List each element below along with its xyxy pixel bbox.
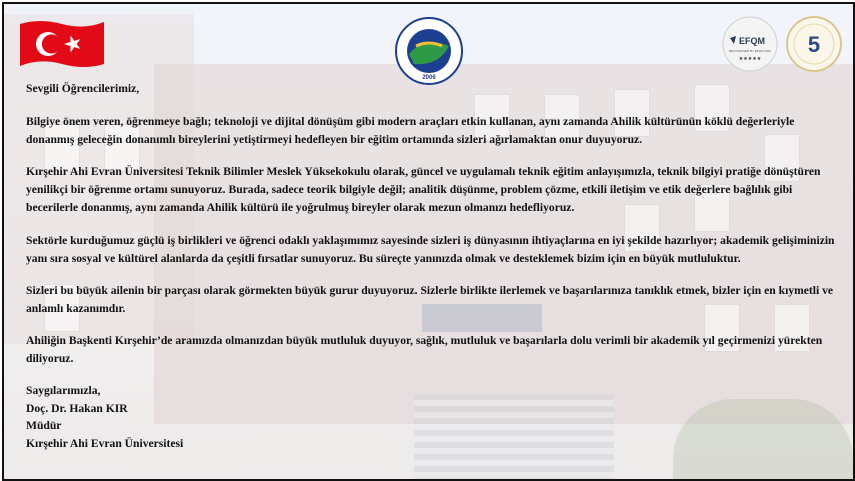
signature-block [26, 382, 183, 452]
letter-frame [2, 2, 855, 481]
university-logo [394, 16, 464, 86]
letter-greeting: Sevgili Öğrencilerimiz, [26, 82, 140, 95]
letter-paragraph: Bilgiye önem veren, öğrenmeye bağlı; teknoloji ve dijital dönüşüm gibi modern araçları etkin kullanan, aynı zamanda Ahilik kültürünün köklü değerleriyle donanmış geleceğin donanımlı bireylerini yetiştirmeyi hedefleyen bir eğitim ortamında sizleri ağırlamaktan onur duyuyoruz. [26, 115, 795, 146]
turkish-flag-icon [18, 18, 106, 70]
five-star-number: 5 [807, 32, 821, 57]
letter-closing: Saygılarımızla, [26, 384, 101, 397]
signer-title: Müdür [26, 419, 62, 432]
signer-name: Doç. Dr. Hakan KIR [26, 401, 128, 415]
efqm-label: EFQM [739, 36, 765, 46]
institution-name: Kırşehir Ahi Evran Üniversitesi [26, 436, 184, 450]
five-star-badge-icon [786, 16, 842, 72]
efqm-sub: RECOGNISED BY EFQM 2023 [729, 49, 771, 53]
svg-text:★★★★★: ★★★★★ [738, 56, 762, 62]
efqm-badge-icon [722, 16, 778, 72]
letter-paragraph: Ahiliğin Başkenti Kırşehir’de aramızda olmanızdan büyük mutluluk duyuyor, sağlık, mutluluk ve başarılarla dolu verimli bir akademik yıl geçirmenizi yürekten diliyoruz. [26, 334, 823, 365]
letter-paragraph: Sizleri bu büyük ailenin bir parçası olarak görmekten büyük gurur duyuyoruz. Sizlerle birlikte ilerlemek ve başarılarınıza tanıklık etmek, bizler için en kıymetli ve anlamlı kazanımdır. [26, 284, 834, 315]
letter-paragraph: Kırşehir Ahi Evran Üniversitesi Teknik Bilimler Meslek Yüksekokulu olarak, güncel ve uygulamalı teknik eğitim anlayışımızla, teknik bilgiyi pratiğe dönüştüren yenilikçi bir öğrenme ortamı sunuyoruz. Burada, sadece teorik bilgiyle değil; analitik düşünme, problem çözme, etkili iletişim ve etik değerlere bağlılık gibi becerilerle donanmış, aynı zamanda Ahilik kültürü ile yoğrulmuş bireyler olarak mezun olmanızı hedefliyoruz. [26, 165, 821, 214]
letter-paragraph: Sektörle kurduğumuz güçlü iş birlikleri ve öğrenci odaklı yaklaşımımız sayesinde sizleri iş dünyasının ihtiyaçlarına en iyi şekilde hazırlıyor; akademik gelişiminizin yanı sıra sosyal ve kültürel alanlarda da çeşitli fırsatlar sunuyoruz. Bu süreçte yanınızda olmak ve desteklemek bizim için en büyük mutluluktur. [26, 234, 835, 265]
university-year: 2006 [422, 75, 436, 81]
